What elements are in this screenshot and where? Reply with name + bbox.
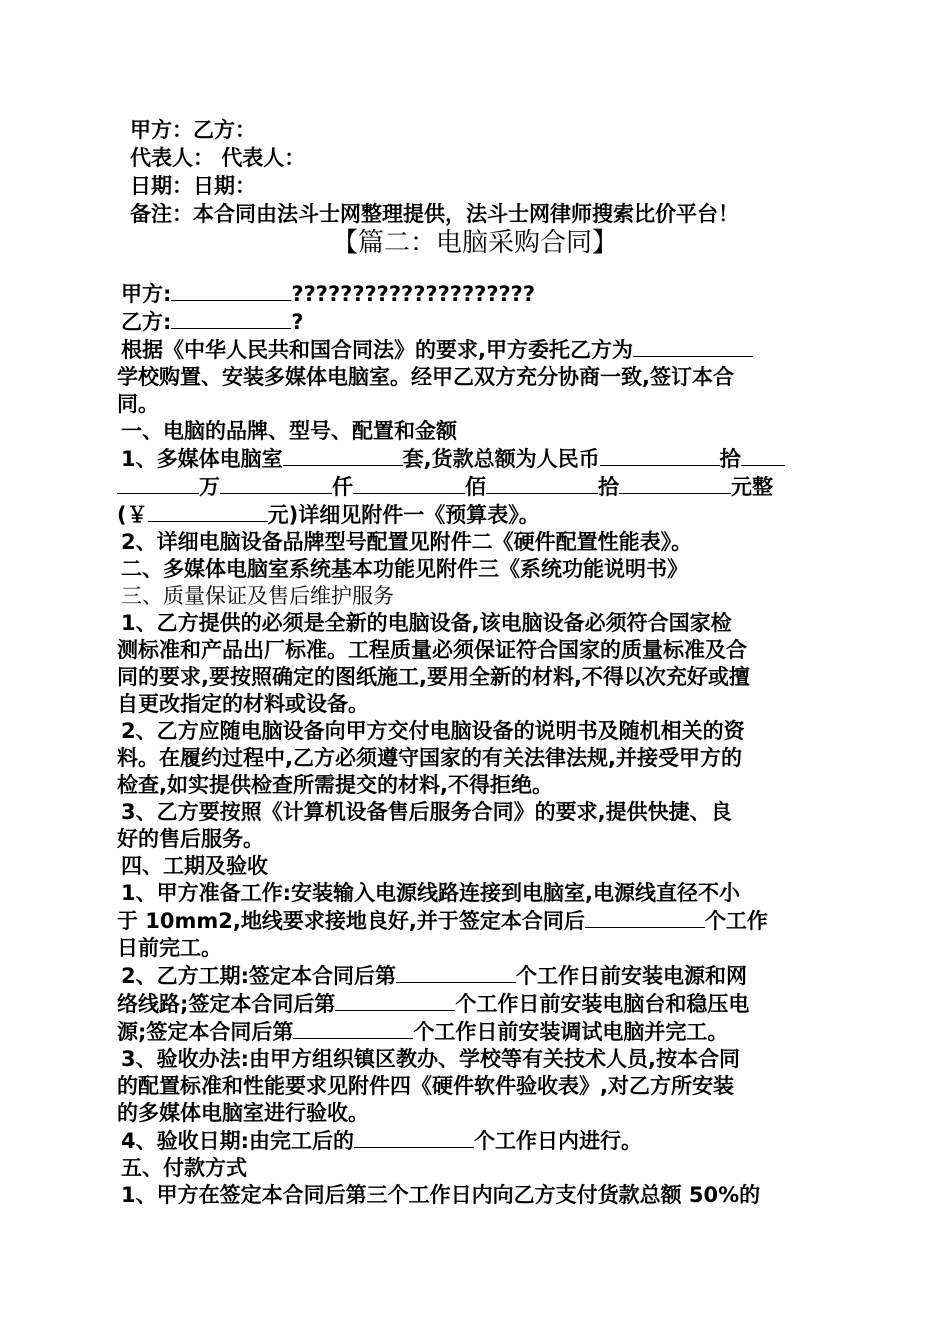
clause-3-1-line: 自更改指定的材料或设备。	[117, 692, 369, 716]
clause-3-3-line: 好的售后服务。	[117, 827, 264, 851]
blank-field[interactable]	[335, 990, 455, 1011]
clause-4-3-line: 的多媒体电脑室进行验收。	[117, 1101, 369, 1125]
clause-3-3: 3、乙方要按照《计算机设备售后服务合同》的要求,提供快捷、良	[121, 800, 732, 824]
blank-field[interactable]	[396, 962, 516, 983]
section-5-title: 五、付款方式	[121, 1156, 247, 1180]
blank-field[interactable]	[486, 473, 598, 494]
clause-1-2: 2、详细电脑设备品牌型号配置见附件二《硬件配置性能表》。	[121, 530, 693, 554]
clause-4-1: 1、甲方准备工作:安装输入电源线路连接到电脑室,电源线直径不小	[121, 881, 740, 905]
clause-5-1: 1、甲方在签定本合同后第三个工作日内向乙方支付货款总额 50%的	[121, 1183, 761, 1207]
clause-3-2-line: 料。在履约过程中,乙方必须遵守国家的有关法律法规,并接受甲方的	[117, 746, 742, 770]
note-line: 备注：本合同由法斗士网整理提供，法斗士网律师搜索比价平台！	[130, 202, 739, 226]
blank-field[interactable]	[171, 280, 291, 301]
clause-1-1-line: 万 仟 佰 拾 元整	[117, 473, 837, 501]
clause-4-3: 3、验收办法:由甲方组织镇区教办、学校等有关技术人员,按本合同	[121, 1047, 740, 1071]
representative-line: 代表人： 代表人：	[130, 146, 306, 170]
blank-field[interactable]	[353, 473, 465, 494]
clause-3-1-line: 测标准和产品出厂标准。工程质量必须保证符合国家的质量标准及合	[117, 638, 747, 662]
intro-paragraph-line: 同。	[117, 392, 159, 416]
party-b-line: 乙方: ?	[121, 310, 304, 334]
clause-1-1: 1、多媒体电脑室 套,货款总额为人民币 拾	[117, 445, 837, 473]
blank-field[interactable]	[354, 1127, 474, 1148]
clause-1-1-line: (￥ 元)详细见附件一《预算表》。	[117, 503, 540, 527]
clause-4-1-line: 日前完工。	[117, 936, 222, 960]
blank-field[interactable]	[633, 336, 753, 357]
section-3-title: 三、质量保证及售后维护服务	[121, 584, 394, 608]
party-a-line: 甲方: ????????????????????	[121, 282, 536, 306]
clause-4-2-line: 络线路;签定本合同后第 个工作日前安装电脑台和稳压电	[117, 992, 750, 1016]
section-4-title: 四、工期及验收	[121, 854, 268, 878]
clause-4-1-line: 于 10mm2,地线要求接地良好,并于签定本合同后 个工作	[117, 909, 768, 933]
blank-field[interactable]	[741, 445, 785, 466]
intro-paragraph-line: 学校购置、安装多媒体电脑室。经甲乙双方充分协商一致,签订本合	[117, 365, 734, 389]
party-line: 甲方：乙方：	[130, 118, 256, 142]
section-2-title: 二、多媒体电脑室系统基本功能见附件三《系统功能说明书》	[121, 557, 688, 581]
clause-4-4: 4、验收日期:由完工后的 个工作日内进行。	[121, 1129, 643, 1153]
clause-3-1-line: 同的要求,要按照确定的图纸施工,要用全新的材料,不得以次充好或擅	[117, 665, 750, 689]
clause-4-2-line: 源;签定本合同后第 个工作日前安装调试电脑并完工。	[117, 1020, 729, 1044]
clause-4-2: 2、乙方工期:签定本合同后第 个工作日前安装电源和网	[121, 964, 748, 988]
intro-paragraph: 根据《中华人民共和国合同法》的要求,甲方委托乙方为	[117, 336, 837, 364]
blank-field[interactable]	[619, 473, 731, 494]
blank-field[interactable]	[171, 308, 291, 329]
contract-body	[117, 280, 837, 1209]
clause-4-3-line: 的配置标准和性能要求见附件四《硬件软件验收表》,对乙方所安装	[117, 1074, 734, 1098]
blank-field[interactable]	[148, 501, 268, 522]
section-1-title: 一、电脑的品牌、型号、配置和金额	[121, 419, 457, 443]
section-title: 【篇二：电脑采购合同】	[331, 228, 618, 258]
blank-field[interactable]	[283, 445, 403, 466]
date-line: 日期：日期：	[130, 174, 256, 198]
clause-3-1: 1、乙方提供的必须是全新的电脑设备,该电脑设备必须符合国家检	[121, 611, 732, 635]
blank-field[interactable]	[220, 473, 332, 494]
blank-field[interactable]	[585, 907, 705, 928]
clause-3-2-line: 检查,如实提供检查所需提交的材料,不得拒绝。	[117, 773, 553, 797]
clause-3-2: 2、乙方应随电脑设备向甲方交付电脑设备的说明书及随机相关的资	[121, 719, 745, 743]
blank-field[interactable]	[293, 1018, 413, 1039]
blank-field[interactable]	[117, 473, 199, 494]
blank-field[interactable]	[600, 445, 720, 466]
